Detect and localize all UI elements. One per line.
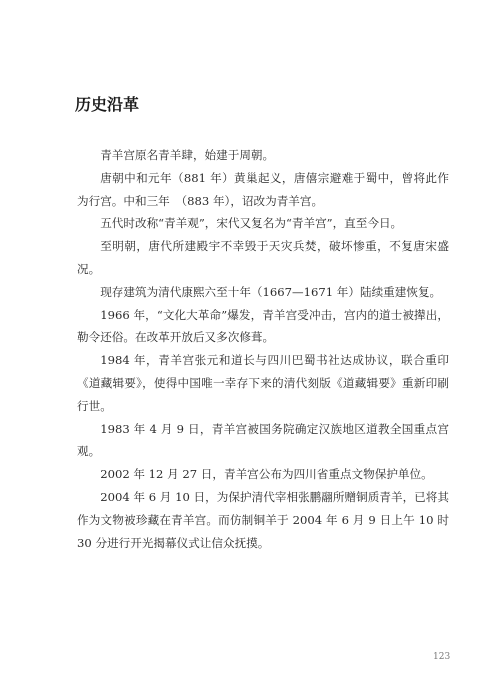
body-text: [77, 144, 449, 554]
paragraph: 青羊宫原名青羊肆，始建于周朝。: [100, 148, 275, 162]
paragraph: 唐朝中和元年（881 年）黄巢起义，唐僖宗避难于蜀中，曾将此作为行宫。中和三年 （883 年），诏改为青羊宫。: [77, 170, 449, 208]
paragraph: 现存建筑为清代康熙六至十年（1667—1671 年）陆续重建恢复。: [100, 284, 442, 299]
section-title: 历史沿革: [75, 95, 140, 114]
paragraph: 1966 年，“文化大革命”爆发，青羊宫受冲击，宫内的道士被撵出，勒令还俗。在改革开放后又多次修葺。: [77, 307, 449, 345]
paragraph: 2002 年 12 月 27 日，青羊宫公布为四川省重点文物保护单位。: [100, 467, 433, 482]
paragraph: 五代时改称“青羊观”，宋代又复名为“青羊宫”，直至今日。: [100, 216, 403, 231]
paragraph: 2004 年 6 月 10 日，为保护清代宰相张鹏翮所赠铜质青羊，已将其作为文物被珍藏在青羊宫。而仿制铜羊于 2004 年 6 月 9 日上午 10 时 30 分进行开光揭幕仪式让信众抚摸。: [77, 489, 449, 550]
paragraph: 至明朝，唐代所建殿宇不幸毁于天灾兵焚，破坏惨重，不复唐宋盛况。: [77, 239, 449, 276]
paragraph: 1984 年，青羊宫张元和道长与四川巴蜀书社达成协议，联合重印《道藏辑要》，使得中国唯一幸存下来的清代刻版《道藏辑要》重新印刷行世。: [77, 353, 449, 413]
page-number: 123: [433, 652, 451, 662]
paragraph: 1983 年 4 月 9 日，青羊宫被国务院确定汉族地区道教全国重点宫观。: [77, 421, 449, 459]
